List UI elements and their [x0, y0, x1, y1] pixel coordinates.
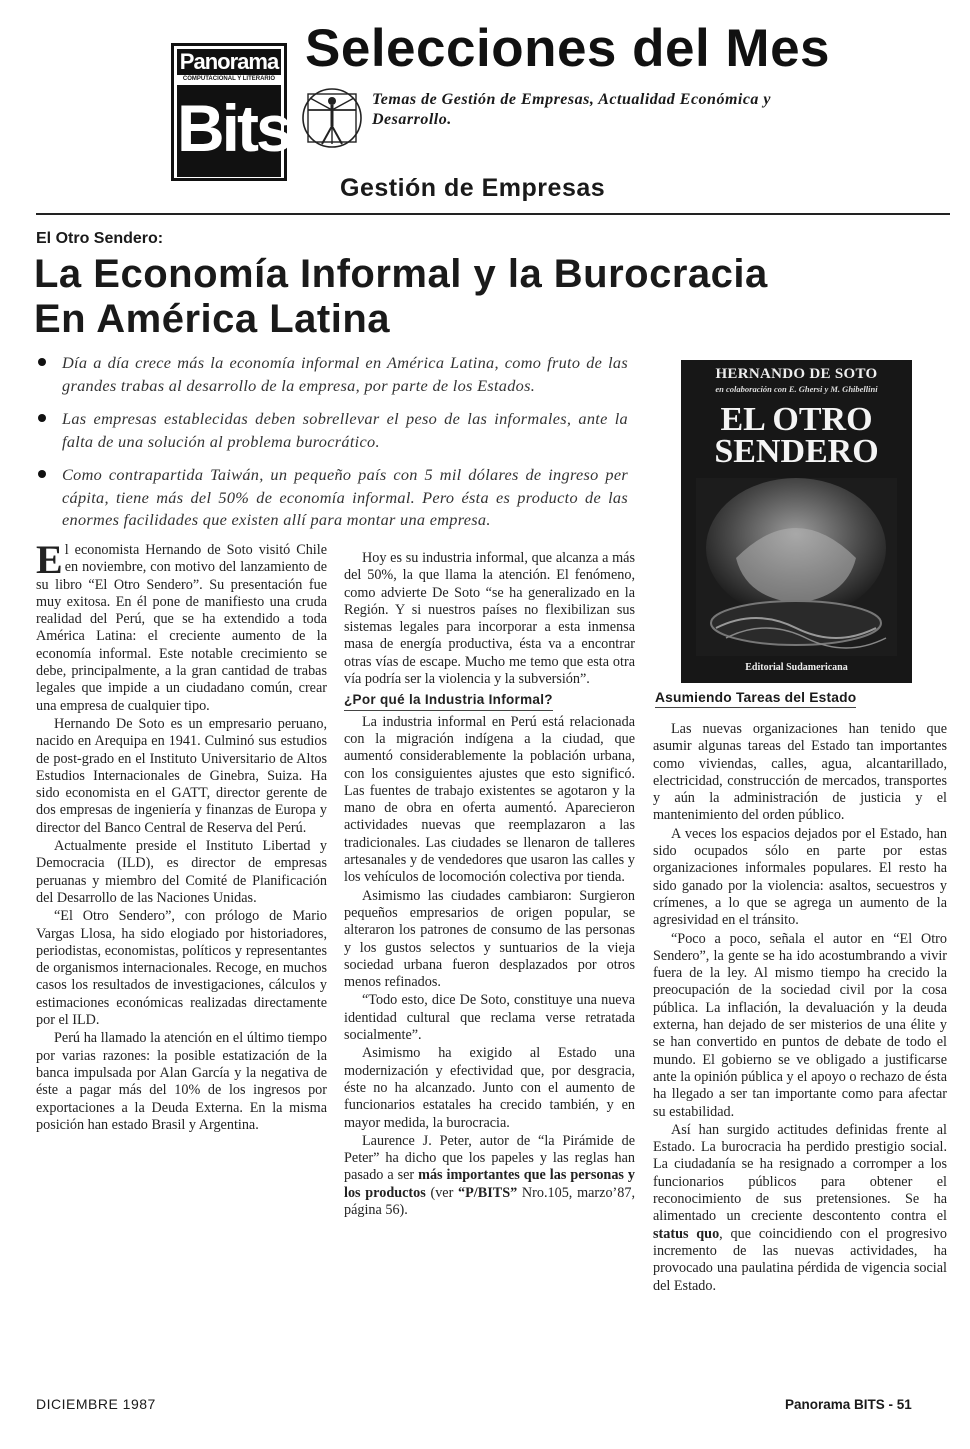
paragraph: “El Otro Sendero”, con prólogo de Mario Vargas Llosa, ha sido elogiado por historiadores, periodistas, economistas, políticos y representantes de organismos internacionales. Recoge, en muchos casos los resultados de investigaciones, cálculos y estimaciones económicas realizadas directamente por el ILD. [36, 908, 327, 1029]
masthead-title: Selecciones del Mes [305, 19, 831, 78]
section-rule [36, 213, 950, 215]
magazine-reference: “P/BITS” [458, 1184, 518, 1201]
bold-phrase: más importantes que las personas y los productos [344, 1167, 635, 1201]
subheading: ¿Por qué la Industria Informal? [344, 691, 553, 710]
paragraph: Perú ha llamado la atención en el último tiempo por varias razones: la posible estatización de la banca impulsada por Alan García y la negativa de éste a pagar más del 10% de los ingresos por exportaciones a la Deuda Externa. En la misma posición han estado Brasil y Argentina. [36, 1030, 327, 1133]
footer-page-number: Panorama BITS - 51 [785, 1397, 912, 1412]
paragraph: “Todo esto, dice De Soto, constituye una nueva identidad cultural que reclama verse retratada socialmente”. [344, 992, 635, 1044]
article-kicker: El Otro Sendero: [36, 230, 164, 247]
book-cover-illustration [696, 478, 897, 656]
headline-line-1: La Economía Informal y la Burocracia [34, 252, 768, 296]
column-3-heading: Asumiendo Tareas del Estado [655, 690, 856, 708]
paragraph: La industria informal en Perú está relacionada con la migración indígena a la ciudad, que aumentó considerablemente la población urbana, con los consiguientes ajustes que esto significó. Las fuentes de trabajo existentes se agotaron y la mano de obra en oferta aumentó. Aparecieron actividades nuevas que reemplazaron a las tradicionales. Las ciudades se llenaron de talleres artesanales y de vendedores que usaron las calles y los vehículos de locomoción colectiva por tienda. [344, 713, 635, 886]
book-author: HERNANDO DE SOTO [715, 366, 878, 382]
summary-bullet: Día a día crece más la economía informal en América Latina, como fruto de las grandes trabas al desarrollo de la empresa, por parte de los Estados. [36, 352, 628, 397]
paragraph: Asimismo las ciudades cambiaron: Surgieron pequeños empresarios de origen popular, se alteraron los patrones de consumo de las personas y los gustos selectos y suntuarios de la vieja sociedad urbana fueron desplazados por otros menos refinados. [344, 887, 635, 991]
article-column-1 [36, 537, 327, 1135]
paragraph: El economista Hernando de Soto visitó Chile en noviembre, con motivo del lanzamiento de su libro “El Otro Sendero”. Su presentación fue muy exitosa. En él pone de manifiesto una cruda realidad del Perú, que se ha extendido a toda América Latina: el creciente aumento de la economía informal. Este notable crecimiento se debe, principalmente, a la gran cantidad de trabas legales que impide a un ciudadano común, crear una empresa de cualquier tipo. [36, 537, 327, 714]
article-column-2 [344, 550, 635, 1220]
paragraph: Así han surgido actitudes definidas frente al Estado. La burocracia ha perdido prestigio social. La ciudadanía se ha resignado a corromper a los funcionarios públicos para obtener el reconocimiento de sus pretensiones. Se ha alimentado un creciente descontento contra el status quo, que coincidiendo con el progresivo incremento de las nuevas actividades, ha provocado una paulatina pérdida de vigencia social del Estado. [653, 1121, 947, 1294]
paragraph: Las nuevas organizaciones han tenido que asumir algunas tareas del Estado tan importantes como viviendas, calles, agua, alcantarillado, electricidad, construcción de mercados, transportes y aún la administración de justicia y el mantenimiento del orden público. [653, 721, 947, 824]
book-collaborators: en colaboración con E. Ghersi y M. Ghibellini [715, 384, 878, 394]
headline-line-2: En América Latina [34, 297, 391, 341]
bullet-dot-icon [38, 414, 46, 422]
paragraph: Laurence J. Peter, autor de “la Pirámide de Peter” ha dicho que los papeles y las reglas han pasado a ser más importantes que las personas y los productos (ver “P/BITS” Nro.105, marzo’87, página 56). [344, 1132, 635, 1218]
paragraph: Hoy es su industria informal, que alcanza a más del 50%, la que llama la atención. El fenómeno, como advierte De Soto “se ha generalizado en la Región. Y si nuestros países no flexibilizan sus sistemas legales para incorporar a esta inmensa masa de energía productiva, ésta va a encontrar otras vías de escape. Mucho me temo que esta otra vía podría ser la violencia y la subversión”. [344, 550, 635, 688]
paragraph: “Poco a poco, señala el autor en “El Otro Sendero”, la gente se ha ido acostumbrando a vivir fuera de la ley. Al mismo tiempo ha crecido la preocupación de la sociedad civil por la cosa pública. La inflación, la devaluación y la deuda externa, han dejado de ser misterios de una élite y se han convertido en puntos de debate de todo el mundo. El gobierno se ve obligado a justificarse ante la opinión pública y el apoyo o rechazo de ésta ha llegado a ser tan importante como para afectar su estabilidad. [653, 930, 947, 1120]
paragraph: Actualmente preside el Instituto Libertad y Democracia (ILD), es director de empresas peruanas y miembro del Comité de Planificación del Desarrollo de las Naciones Unidas. [36, 838, 327, 906]
summary-bullet: Como contrapartida Taiwán, un pequeño país con 5 mil dólares de ingreso per cápita, tiene más del 50% de economía informal. Pero ésta es producto de las enormes facilidades que existen allí para montar una empresa. [36, 464, 628, 532]
section-title: Gestión de Empresas [340, 174, 606, 202]
logo-panorama: Panorama [177, 49, 281, 75]
panorama-bits-logo [171, 43, 290, 181]
paragraph: A veces los espacios dejados por el Estado, han sido ocupados sólo en parte por estas organizaciones informales populares. El resto ha sido ganado por la violencia: asaltos, secuestros y crímenes, a lo que se agrega un aumento de la agresividad en el tránsito. [653, 825, 947, 929]
footer-date: DICIEMBRE 1987 [36, 1396, 156, 1412]
paragraph: Asimismo ha exigido al Estado una modernización y efectividad que, por desgracia, éste no ha alcanzado. Junto con el aumento de funcionarios estatales ha crecido también, y en mayor medida, la burocracia. [344, 1045, 635, 1131]
summary-bullet: Las empresas establecidas deben sobrellevar el peso de las informales, ante la falta de una solución al problema burocrático. [36, 408, 628, 453]
logo-tagline: COMPUTACIONAL Y LITERARIO [182, 76, 276, 82]
book-publisher: Editorial Sudamericana [745, 662, 848, 673]
book-title: EL OTRO SENDERO [714, 401, 879, 470]
paragraph: Hernando De Soto es un empresario peruano, nacido en Arequipa en 1941. Culminó sus estudios de post-grado en el Instituto Universitario de Altos Estudios Internacionales de Ginebra, Suiza. Ha sido economista en el GATT, director gerente de dos empresas de ingeniería y finanzas de Europa y director del Banco Central de Reserva del Perú. [36, 715, 327, 836]
drop-cap: E [36, 537, 63, 582]
bullet-dot-icon [38, 358, 46, 366]
vitruvian-man-icon [300, 86, 364, 150]
book-cover [681, 360, 912, 683]
bullet-dot-icon [38, 470, 46, 478]
bold-phrase: status quo [653, 1225, 720, 1242]
article-column-3 [653, 721, 947, 1296]
masthead-subtitle: Temas de Gestión de Empresas, Actualidad Económica y Desarrollo. [372, 91, 772, 128]
summary-bullets [36, 352, 628, 543]
logo-bits: Bits [177, 85, 281, 177]
article-headline [34, 252, 944, 342]
